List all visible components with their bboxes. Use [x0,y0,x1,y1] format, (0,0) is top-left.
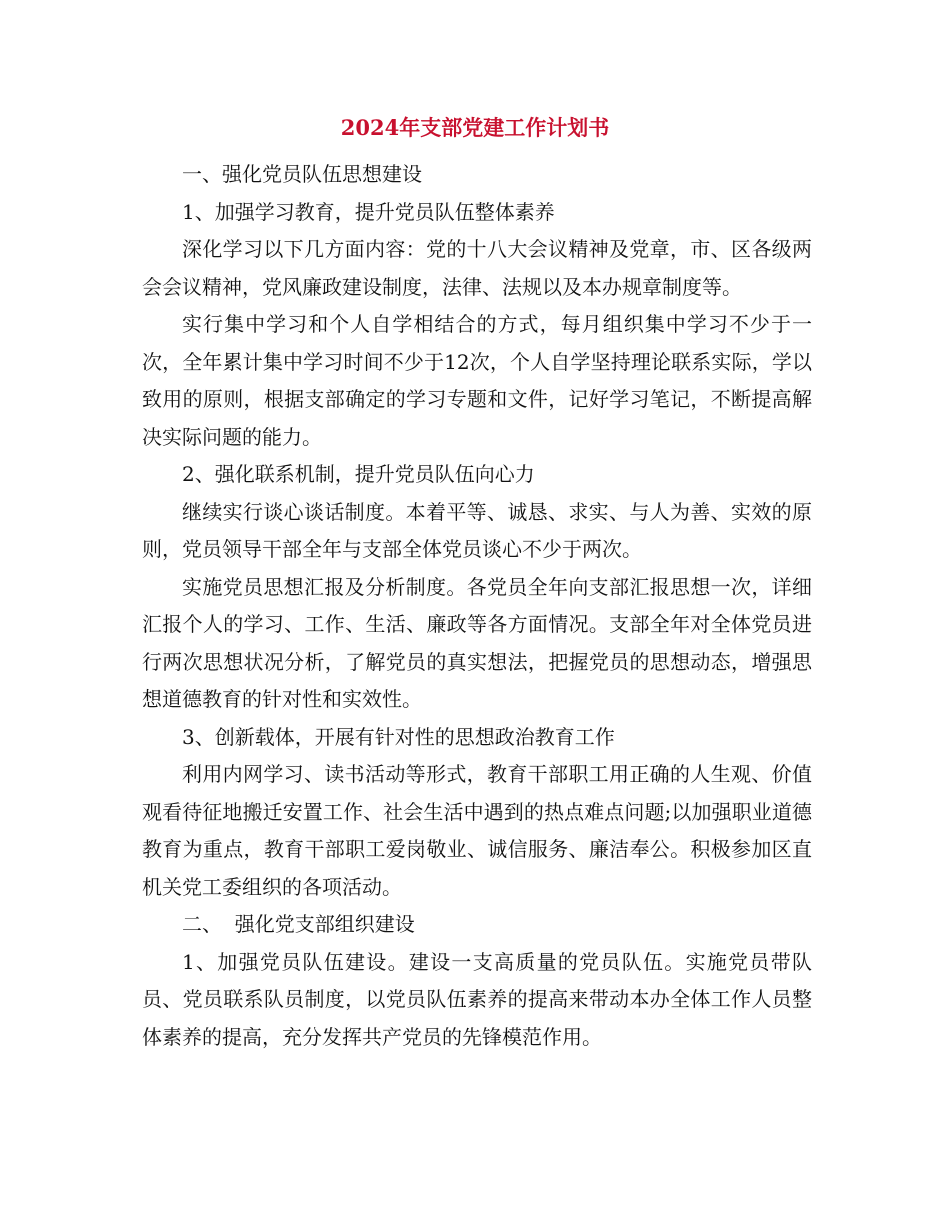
subsection-heading-1-1: 1、加强学习教育，提升党员队伍整体素养 [182,199,555,224]
subsection-heading-1-2: 2、强化联系机制，提升党员队伍向心力 [182,462,535,486]
paragraph: 利用内网学习、读书活动等形式，教育干部职工用正确的人生观、价值观看待征地搬迁安置工作、社会生活中遇到的热点难点问题;以加强职业道德教育为重点，教育干部职工爱岗敬业、诚信服务、廉洁奉公。积极参加区直机关党工委组织的各项活动。 [142,762,812,899]
paragraph: 继续实行谈心谈话制度。本着平等、诚恳、求实、与人为善、实效的原则，党员领导干部全年与支部全体党员谈心不少于两次。 [142,499,812,561]
paragraph: 深化学习以下几方面内容：党的十八大会议精神及党章，市、区各级两会会议精神，党风廉政建设制度，法律、法规以及本办规章制度等。 [142,237,812,299]
paragraph: 1、加强党员队伍建设。建设一支高质量的党员队伍。实施党员带队员、党员联系队员制度，以党员队伍素养的提高来带动本办全体工作人员整体素养的提高，充分发挥共产党员的先锋模范作用。 [142,949,812,1049]
paragraph: 实施党员思想汇报及分析制度。各党员全年向支部汇报思想一次，详细汇报个人的学习、工作、生活、廉政等各方面情况。支部全年对全体党员进行两次思想状况分析，了解党员的真实想法，把握党员的思想动态，增强思想道德教育的针对性和实效性。 [142,574,812,711]
document-title: 2024年支部党建工作计划书 [340,115,610,140]
subsection-heading-1-3: 3、创新载体，开展有针对性的思想政治教育工作 [182,724,615,749]
document-body [142,156,812,1056]
section-heading-1: 一、强化党员队伍思想建设 [182,162,422,186]
section-heading-2: 二、 强化党支部组织建设 [182,912,415,936]
paragraph: 实行集中学习和个人自学相结合的方式，每月组织集中学习不少于一次，全年累计集中学习时间不少于12次，个人自学坚持理论联系实际，学以致用的原则，根据支部确定的学习专题和文件，记好学习笔记，不断提高解决实际问题的能力。 [142,312,812,449]
